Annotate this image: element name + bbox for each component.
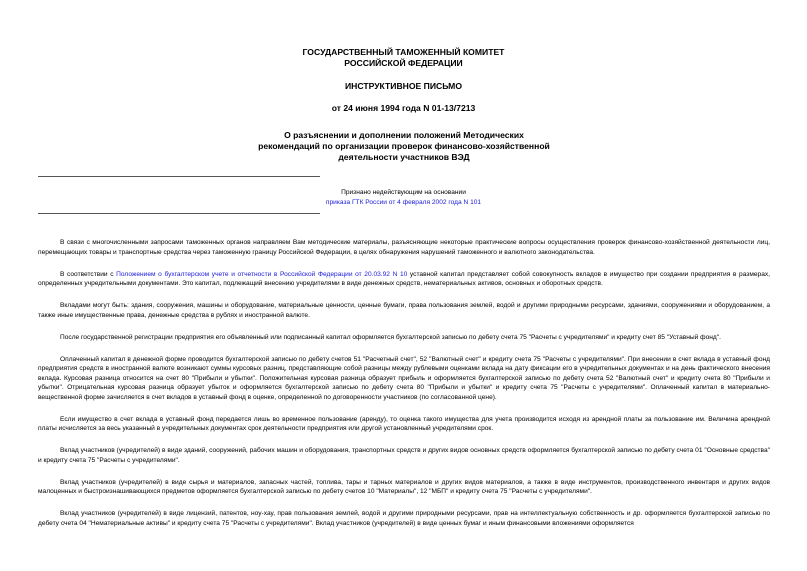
accounting-regulation-link[interactable]: Положением о бухгалтерском учете и отчетности в Российской Федерации от 20.03.92 N 10 [116, 270, 408, 278]
status-note: Признано недействующим на основании [341, 189, 466, 196]
paragraph-7: Вклад участников (учредителей) в виде зданий, сооружений, рабочих машин и оборудования, транспортных средств и других видов основных средств оформляется бухгалтерской записью по дебету счета 01 "Основные средства" и кредиту счета 75 "Расчеты с учредителями". [38, 447, 770, 464]
repeal-order-link[interactable]: приказа ГТК России от 4 февраля 2002 года N 101 [325, 199, 482, 206]
document-body [38, 238, 770, 541]
paragraph-1: В связи с многочисленными запросами таможенных органов направляем Вам методические материалы, разъясняющие некоторые практические вопросы осуществления проверок финансово-хозяйственной деятельности лиц, перемещающих товары и транспортные средства через таможенную границу Российской Федерации, в целях обнаружения нарушений таможенного и валютного законодательства. [38, 239, 770, 256]
divider-top [38, 176, 320, 177]
paragraph-4: После государственной регистрации предприятия его объявленный или подписанный капитал оформляется бухгалтерской записью по дебету счета 75 "Расчеты с учредителями" и кредиту счет 85 "Уставный фонд". [60, 333, 721, 341]
document-title-line1: О разъяснении и дополнении положений Методических [284, 130, 524, 140]
paragraph-6: Если имущество в счет вклада в уставный фонд передается лишь во временное пользование (аренду), то оценка такого имущества для учета производится исходя из арендной платы за пользование им. Величина арендной платы исчисляется за весь указанный в учредительных документах срок деятельности предприятия или другой установленный учредителями срок. [38, 415, 770, 432]
paragraph-2-rest: уставной капитал представляет собой совокупность вкладов в имущество при создании предприятия в размерах, определенных учредительными документами. Это капитал, подлежащий внесению учредителями в виде денежных средств, нематериальных активов, основных и оборотных средств. [38, 270, 770, 287]
paragraph-3: Вкладами могут быть: здания, сооружения, машины и оборудование, материальные ценности, ценные бумаги, права пользования землей, водой и другими природными ресурсами, зданиями, сооружениями и оборудованием, а также иные имущественные права, денежные средства в рублях и иностранной валюте. [38, 302, 770, 319]
agency-name-line2: РОССИЙСКОЙ ФЕДЕРАЦИИ [344, 58, 463, 68]
divider-bottom [38, 213, 320, 214]
document-title-line3: деятельности участников ВЭД [338, 152, 470, 162]
paragraph-8: Вклад участников (учредителей) в виде сырья и материалов, запасных частей, топлива, тары и тарных материалов и других видов материалов, а также в виде инструментов, производственного инвентаря и других видов малоценных и быстроизнашивающихся предметов оформляется бухгалтерской записью по дебету счетов 10 "Материалы", 12 "МБП" и кредиту счета 75 "Расчеты с учредителями". [38, 478, 770, 495]
paragraph-2-start: В соответствии с [60, 270, 117, 278]
paragraph-9: Вклад участников (учредителей) в виде лицензий, патентов, ноу-хау, прав пользования землей, водой и другими природными ресурсами, прав на интеллектуальную собственность и др. оформляется бухгалтерской записью по дебету счета 04 "Нематериальные активы" и кредиту счета 75 "Расчеты с учредителями". Вклад участников (учредителей) в виде ценных бумаг и иным финансовыми вложениями оформляется [38, 510, 770, 527]
paragraph-2 [38, 270, 770, 289]
document-type: ИНСТРУКТИВНОЕ ПИСЬМО [344, 81, 463, 91]
document-title-line2: рекомендаций по организации проверок финансово-хозяйственной [258, 141, 550, 151]
agency-name-line1: ГОСУДАРСТВЕННЫЙ ТАМОЖЕННЫЙ КОМИТЕТ [302, 47, 505, 57]
paragraph-5: Оплаченный капитал в денежной форме проводится бухгалтерской записью по дебету счетов 51 "Расчетный счет", 52 "Валютный счет" и кредиту счета 75 "Расчеты с учредителями". При внесении в счет вклада в уставный фонд предприятия средств в иностранной валюте возникают суммы курсовых разниц, представляющие собой разницы между рублевыми оценками вклада на дату фиксации его в учредительных документах и на день фактического внесения вклада. Курсовая разница относится на счет 80 "Прибыли и убытки". Положительная курсовая разница образует прибыль и оформляется бухгалтерской записью по дебету счета 52 "Валютный счет" и кредиту счета 80 "Прибыли и убытки". Отрицательная курсовая разница образует убыток и оформляется бухгалтерской записью по дебету счета 80 "Прибыли и убытки" и кредиту счета 75 "Расчеты с учредителями". Оплаченный капитал в материально-вещественной форме зачисляется в счет вкладов в уставный фонд в оценке, определенной по договоренности участников (по согласованной цене). [38, 355, 770, 401]
document-date-number: от 24 июня 1994 года N 01-13/7213 [331, 103, 476, 113]
status-note-link-line [0, 198, 807, 207]
